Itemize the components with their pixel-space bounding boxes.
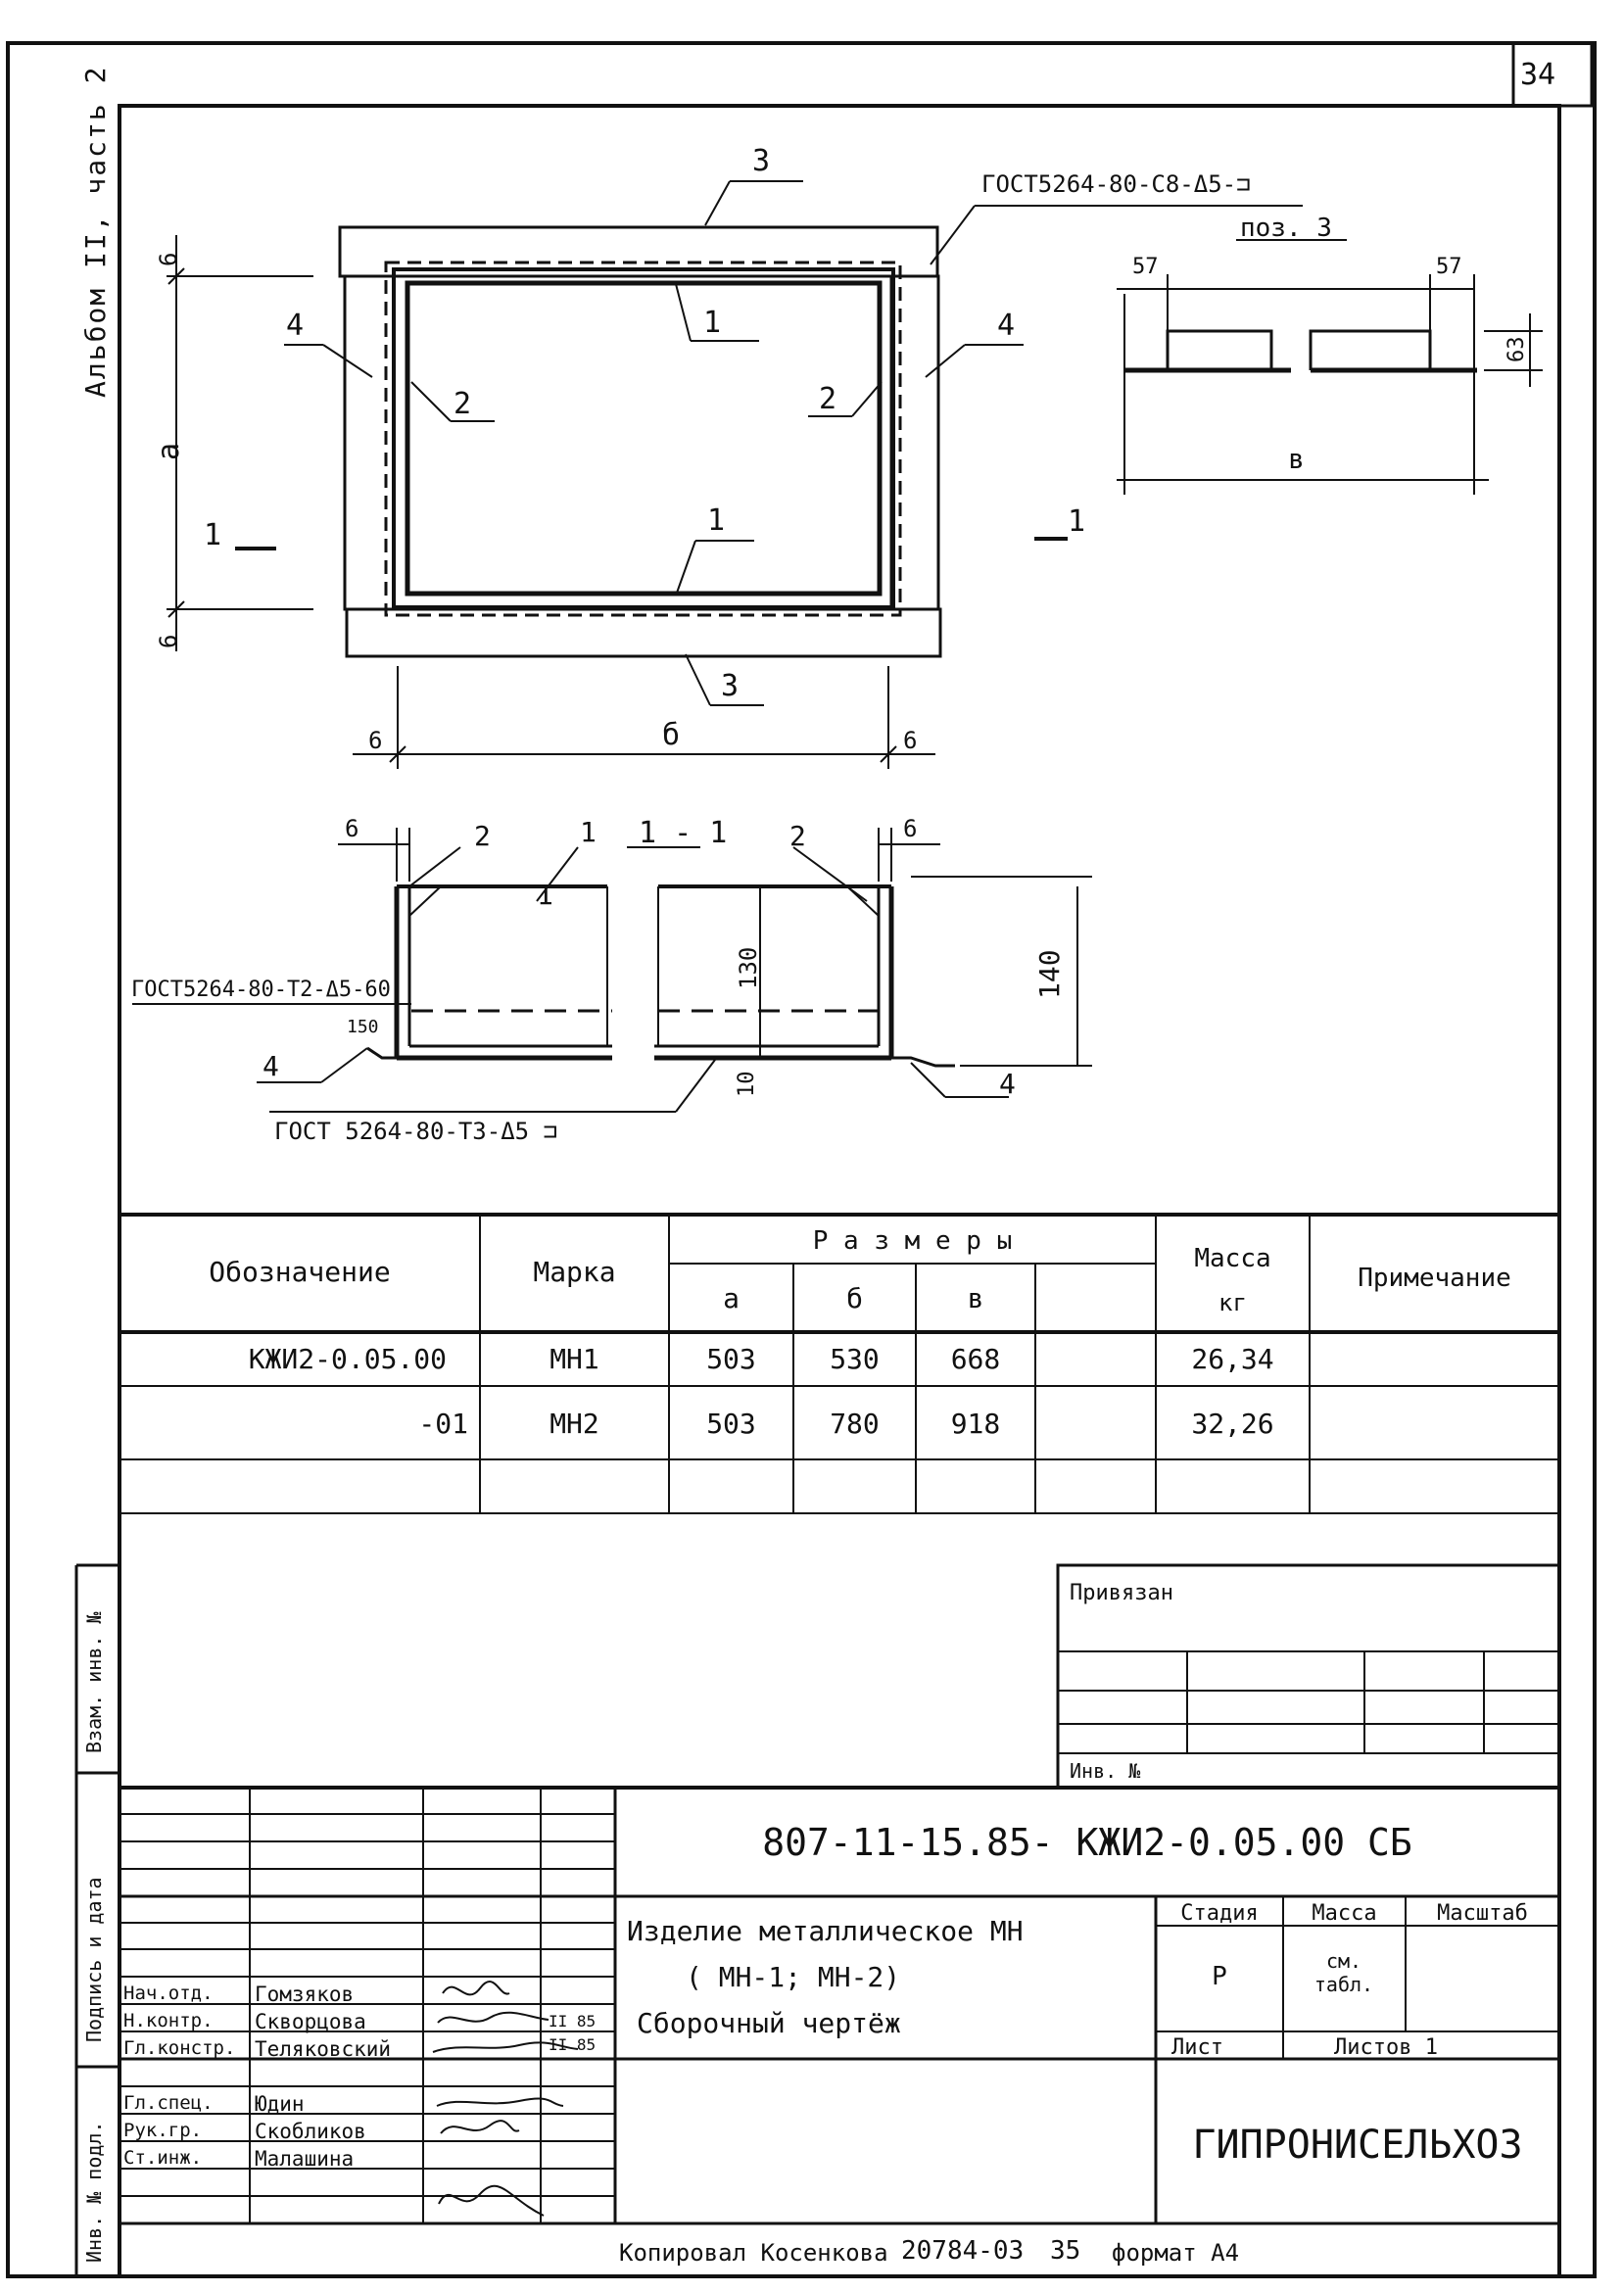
frame-outer [394,269,893,607]
pos4-right-label: 4 [997,309,1016,343]
col-mass: Масса [1194,1244,1271,1273]
product-name-line2: ( МН-1; МН-2) [686,1961,901,1993]
staff-date-3: II 85 [549,2035,597,2054]
pos4-left-label: 4 [286,309,305,343]
row1-b: 530 [830,1343,880,1375]
stamp-inv-podl: Инв. № подл. [82,2121,106,2263]
dim-6-top-left: 6 [155,252,182,266]
staff-role-6: Ст.инж. [123,2147,203,2169]
gost-bottom-label: ГОСТ 5264-80-Т3-Δ5 ⊐ [274,1118,557,1145]
staff-role-3: Гл.констр. [123,2037,236,2059]
staff-role-5: Рук.гр. [123,2120,203,2141]
organization-name: ГИПРОНИСЕЛЬХОЗ [1192,2123,1523,2168]
footer-format: формат А4 [1112,2239,1240,2267]
footer-copied: Копировал Косенкова [619,2239,888,2267]
sheet-number: 34 [1520,58,1556,92]
col-sizes: Р а з м е р ы [812,1226,1013,1256]
staff-name-3: Теляковский [255,2037,392,2061]
sec-dim-6-left: 6 [345,815,359,842]
dim-a-label: а [152,442,186,460]
poz3-dim-v: в [1288,443,1305,475]
section-title: 1 - 1 [639,816,728,850]
stamp-vzam-inv: Взам. инв. № [82,1611,106,1753]
poz3-title: поз. 3 [1240,214,1332,243]
footer-order: 20784-03 [901,2236,1025,2266]
dim-b-label: б [662,718,681,752]
mass-label: Масса [1312,1901,1377,1926]
scale-label: Масштаб [1437,1901,1528,1926]
sec-pos2-right: 2 [789,820,806,852]
poz3-dim-63: 63 [1505,336,1529,362]
pos3-top-label: 3 [752,144,771,178]
gost-top-label: ГОСТ5264-80-С8-Δ5-⊐ [981,170,1251,198]
dim-6-bottom-left: 6 [155,634,182,648]
staff-name-4: Юдин [255,2092,305,2116]
staff-name-1: Гомзяков [255,1982,355,2006]
product-name-line3: Сборочный чертёж [637,2007,901,2039]
poz3-dim-57-left: 57 [1132,255,1159,279]
col-note: Примечание [1358,1264,1511,1293]
row2-mass: 32,26 [1191,1408,1274,1440]
sec-pos1: 1 [580,816,597,848]
staff-date-2: II 85 [549,2012,597,2030]
poz3-detail [1117,240,1543,495]
drawing-code: 807-11-15.85- КЖИ2-0.05.00 СБ [762,1821,1412,1864]
section-mark-right: 1 [1068,504,1086,539]
sec-pos1-inner: 1 [537,879,553,911]
gost-left-label: ГОСТ5264-80-Т2-Δ5-60 [131,978,391,1002]
pos1-top-label: 1 [703,306,722,340]
stamp-podpis-data: Подпись и дата [82,1877,106,2042]
mass-value: см. табл. [1314,1949,1374,1996]
row2-a: 503 [706,1408,756,1440]
row2-designation: -01 [418,1408,468,1440]
poz3-dim-57-right: 57 [1436,255,1462,279]
row2-b: 780 [830,1408,880,1440]
album-side-title: Альбом II, часть 2 [79,65,112,398]
binding-inv: Инв. № [1070,1759,1141,1783]
sec-dim-150: 150 [347,1017,379,1037]
pos1-bottom-label: 1 [707,503,726,538]
sec-pos4-left: 4 [263,1050,279,1082]
sec-dim-6-right: 6 [903,815,918,842]
section-mark-left: 1 [204,518,222,552]
sheets-label: Листов 1 [1334,2035,1438,2060]
staff-name-6: Малашина [255,2147,355,2171]
pos2-left-label: 2 [454,387,472,421]
row1-a: 503 [706,1343,756,1375]
col-a: а [723,1282,740,1314]
staff-name-5: Скобликов [255,2120,366,2143]
dim-6-left-bottom: 6 [368,727,383,754]
sec-dim-140: 140 [1033,949,1066,999]
row1-v: 668 [950,1343,1001,1375]
stage-value: Р [1212,1962,1227,1991]
footer-page: 35 [1050,2236,1081,2266]
col-b: б [846,1282,863,1314]
sec-dim-130: 130 [735,946,762,989]
row2-v: 918 [950,1408,1001,1440]
frame-inner [407,283,880,594]
row1-mass: 26,34 [1191,1343,1274,1375]
weld-dashed-outline [386,263,900,615]
plate-right-4 [891,276,938,609]
col-v: в [967,1282,984,1314]
sec-dim-10: 10 [735,1071,759,1097]
row1-mark: МН1 [549,1343,599,1375]
row1-designation: КЖИ2-0.05.00 [248,1343,447,1375]
col-designation: Обозначение [209,1256,391,1288]
col-mark: Марка [533,1256,616,1288]
pos3-bottom-label: 3 [721,669,740,703]
sec-pos2-left: 2 [474,820,491,852]
col-mass-unit: кг [1218,1289,1247,1316]
staff-role-4: Гл.спец. [123,2092,214,2114]
staff-role-2: Н.контр. [123,2010,214,2031]
row2-mark: МН2 [549,1408,599,1440]
stage-label: Стадия [1180,1901,1259,1926]
product-name-line1: Изделие металлическое МН [627,1915,1024,1947]
staff-name-2: Скворцова [255,2010,366,2033]
pos2-right-label: 2 [819,382,837,416]
staff-role-1: Нач.отд. [123,1982,214,2004]
dim-6-right-bottom: 6 [903,727,918,754]
binding-label: Привязан [1070,1581,1173,1605]
sheet-label: Лист [1171,2035,1223,2060]
sec-pos4-right: 4 [999,1068,1016,1100]
